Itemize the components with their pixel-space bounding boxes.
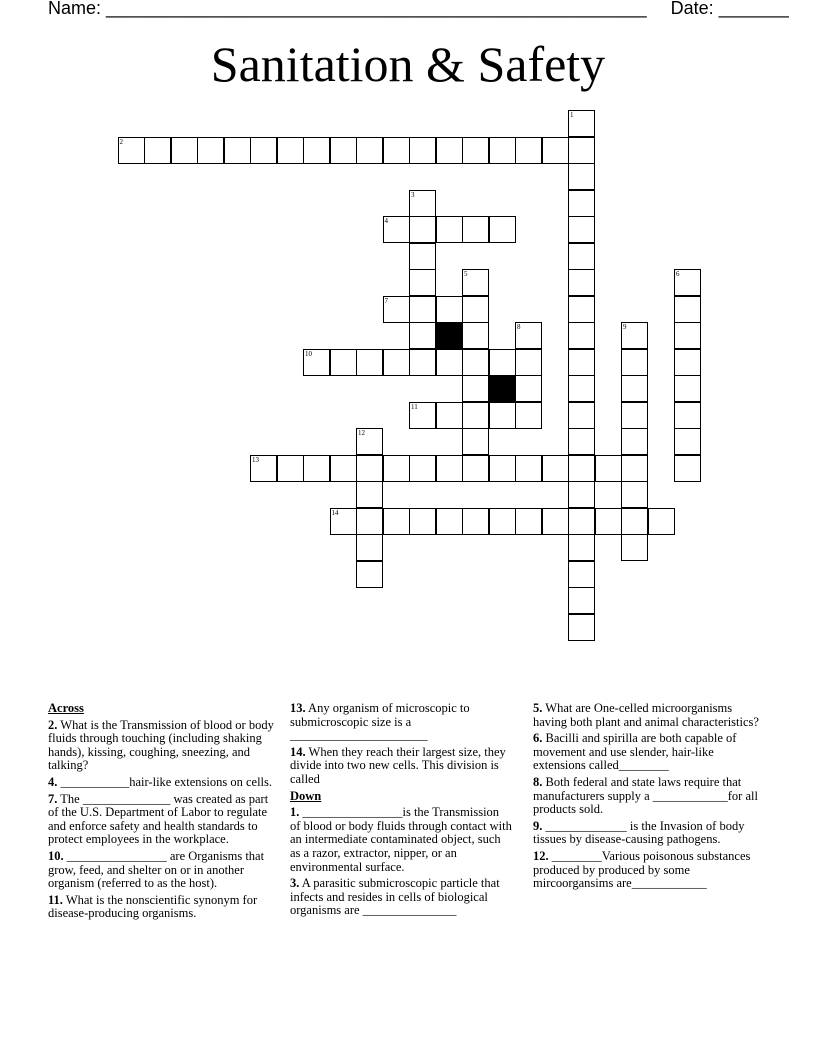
clue-across-10: 10. ________________ are Organisms that grow, feed, and shelter on or in another organism (referred to as the host). (48, 848, 265, 891)
cell-number: 5 (464, 270, 468, 278)
crossword-cell[interactable] (515, 455, 542, 482)
page-title: Sanitation & Safety (210, 36, 606, 92)
crossword-cell[interactable] (568, 428, 595, 455)
crossword-cell[interactable] (462, 402, 489, 429)
crossword-cell[interactable] (356, 428, 383, 455)
crossword-cell[interactable] (383, 216, 410, 243)
crossword-cell[interactable] (356, 349, 383, 376)
crossword-cell[interactable] (515, 349, 542, 376)
crossword-cell[interactable] (568, 296, 595, 323)
crossword-cell[interactable] (568, 561, 595, 588)
crossword-cell[interactable] (568, 137, 595, 164)
crossword-cell[interactable] (648, 508, 675, 535)
clues-column-3 (533, 702, 765, 894)
crossword-cell[interactable] (568, 322, 595, 349)
cell-number: 3 (411, 190, 415, 199)
crossword-cell[interactable] (436, 349, 463, 376)
clue-down-9: 9. _____________ is the Invasion of body tissues by disease-causing pathogens. (533, 818, 745, 847)
crossword-cell[interactable] (674, 428, 701, 455)
crossword-cell[interactable] (595, 508, 622, 535)
crossword-cell[interactable] (568, 349, 595, 376)
crossword-cell[interactable] (568, 375, 595, 402)
crossword-cell[interactable] (489, 402, 516, 429)
cell-number: 1 (570, 111, 574, 119)
crossword-cell[interactable] (568, 455, 595, 482)
crossword-cell[interactable] (462, 269, 489, 296)
crossword-cell[interactable] (568, 508, 595, 535)
crossword-cell[interactable] (568, 587, 595, 614)
crossword-cell[interactable] (621, 322, 648, 349)
crossword-cell[interactable] (277, 137, 304, 164)
crossword-cell[interactable] (409, 349, 436, 376)
crossword-cell[interactable] (674, 322, 701, 349)
crossword-cell[interactable] (409, 243, 436, 270)
crossword-cell[interactable] (383, 349, 410, 376)
crossword-cell[interactable] (568, 614, 595, 641)
crossword-cell[interactable] (568, 110, 595, 137)
cell-number: 13 (252, 455, 259, 464)
crossword-cell[interactable] (330, 455, 357, 482)
crossword-cell[interactable] (356, 481, 383, 508)
clues-column-1 (48, 702, 280, 924)
crossword-cell[interactable] (356, 561, 383, 588)
cell-number: 14 (331, 508, 339, 517)
clue-across-7: 7. The ______________ was created as part of the U.S. Department of Labor to regulate and enforce safety and health standards to protect employees in the workplace. (48, 791, 269, 847)
crossword-cell[interactable] (330, 508, 357, 535)
clue-down-6: 6. Bacilli and spirilla are both capable of movement and use slender, hair-like extensions called________ (533, 731, 737, 773)
crossword-cell[interactable] (515, 402, 542, 429)
date-blank[interactable]: _______ (718, 0, 789, 18)
clue-down-5: 5. What are One-celled microorganisms having both plant and animal characteristics? (533, 701, 759, 729)
crossword-cell[interactable] (144, 137, 171, 164)
crossword-cell[interactable] (489, 137, 516, 164)
clue-across-2: 2. What is the Transmission of blood or body fluids through touching (including shaking hands), kissing, coughing, sneezing, and talking? (48, 717, 274, 773)
crossword-cell[interactable] (303, 137, 330, 164)
cell-number: 9 (623, 323, 627, 331)
crossword-cell[interactable] (515, 375, 542, 402)
crossword-cell[interactable] (462, 216, 489, 243)
clue-across-4: 4. ___________hair-like extensions on cells. (48, 774, 273, 789)
crossword-cell[interactable] (383, 137, 410, 164)
crossword-cell[interactable] (356, 508, 383, 535)
crossword-cell[interactable] (383, 455, 410, 482)
crossword-cell[interactable] (489, 349, 516, 376)
crossword-cell[interactable] (542, 455, 569, 482)
crossword-cell[interactable] (674, 349, 701, 376)
crossword-cell[interactable] (330, 137, 357, 164)
crossword-cell[interactable] (383, 508, 410, 535)
clue-down-3: 3. A parasitic submicroscopic particle that infects and resides in cells of biological organisms are _______________ (290, 876, 500, 918)
crossword-cell[interactable] (568, 269, 595, 296)
clue-across-13: 13. Any organism of microscopic to submicroscopic size is a ______________________ (290, 701, 470, 743)
name-blank[interactable]: ______________________________________________________ (106, 0, 647, 18)
clue-across-11: 11. What is the nonscientific synonym for disease-producing organisms. (48, 892, 258, 921)
crossword-cell[interactable] (621, 402, 648, 429)
crossword-cell[interactable] (356, 455, 383, 482)
crossword-cell[interactable] (277, 455, 304, 482)
crossword-cell[interactable] (409, 402, 436, 429)
crossword-cell[interactable] (568, 163, 595, 190)
crossword-cell[interactable] (489, 508, 516, 535)
crossword-cell[interactable] (568, 243, 595, 270)
crossword-cell[interactable] (436, 508, 463, 535)
crossword-cell[interactable] (674, 455, 701, 482)
crossword-cell[interactable] (224, 137, 251, 164)
crossword-cell[interactable] (674, 269, 701, 296)
crossword-cell[interactable] (436, 455, 463, 482)
clues-column-2 (290, 702, 512, 921)
cell-number: 4 (384, 217, 388, 225)
crossword-cell[interactable] (621, 508, 648, 535)
crossword-cell[interactable] (303, 455, 330, 482)
clue-down-8: 8. Both federal and state laws require that manufacturers supply a ____________for all products sold. (533, 774, 758, 817)
crossword-cell[interactable] (409, 190, 436, 217)
crossword-cell[interactable] (409, 269, 436, 296)
cell-number: 8 (517, 323, 521, 331)
crossword-cell[interactable] (568, 402, 595, 429)
crossword-cell[interactable] (436, 216, 463, 243)
cell-number: 7 (384, 296, 388, 305)
crossword-cell[interactable] (436, 402, 463, 429)
crossword-cell[interactable] (462, 137, 489, 164)
crossword-cell[interactable] (674, 296, 701, 323)
crossword-cell[interactable] (356, 534, 383, 561)
crossword-cell[interactable] (409, 508, 436, 535)
crossword-cell[interactable] (462, 375, 489, 402)
crossword-cell[interactable] (621, 375, 648, 402)
crossword-cell[interactable] (595, 455, 622, 482)
crossword-cell[interactable] (568, 190, 595, 217)
crossword-cell[interactable] (462, 296, 489, 323)
crossword-cell[interactable] (250, 137, 277, 164)
crossword-cell[interactable] (356, 137, 383, 164)
name-label: Name: (48, 0, 102, 18)
crossword-cell[interactable] (409, 216, 436, 243)
crossword-cell[interactable] (462, 322, 489, 349)
crossword-cell[interactable] (436, 137, 463, 164)
crossword-cell[interactable] (409, 296, 436, 323)
crossword-cell[interactable] (383, 296, 410, 323)
crossword-cell[interactable] (542, 137, 569, 164)
crossword-cell[interactable] (436, 296, 463, 323)
crossword-cell[interactable] (568, 216, 595, 243)
crossword-cell[interactable] (515, 137, 542, 164)
crossword-cell[interactable] (409, 137, 436, 164)
crossword-cell[interactable] (462, 455, 489, 482)
crossword-cell[interactable] (462, 428, 489, 455)
cell-number: 12 (358, 429, 365, 437)
cell-number: 6 (676, 270, 680, 278)
crossword-cell[interactable] (542, 508, 569, 535)
cell-number: 10 (305, 349, 312, 358)
crossword-cell[interactable] (515, 322, 542, 349)
crossword-cell[interactable] (621, 534, 648, 561)
crossword-cell[interactable] (621, 428, 648, 455)
crossword-cell[interactable] (515, 508, 542, 535)
crossword-cell[interactable] (330, 349, 357, 376)
across-heading: Across (48, 701, 84, 715)
crossword-cell[interactable] (409, 322, 436, 349)
crossword-cell[interactable] (118, 137, 145, 164)
crossword-cell[interactable] (303, 349, 330, 376)
down-heading: Down (290, 788, 322, 803)
crossword-cell[interactable] (197, 137, 224, 164)
crossword-cell[interactable] (674, 375, 701, 402)
crossword-cell[interactable] (568, 481, 595, 508)
cell-number: 11 (411, 402, 418, 411)
crossword-cell[interactable] (621, 349, 648, 376)
clue-across-14: 14. When they reach their largest size, they divide into two new cells. This division is called (290, 744, 506, 786)
crossword-cell[interactable] (462, 349, 489, 376)
crossword-cell[interactable] (674, 402, 701, 429)
cell-number: 2 (119, 137, 123, 146)
crossword-cell[interactable] (409, 455, 436, 482)
crossword-block (489, 375, 516, 402)
crossword-cell[interactable] (621, 481, 648, 508)
crossword-cell[interactable] (621, 455, 648, 482)
clue-down-12: 12. ________Various poisonous substances produced by produced by some mircoorgansims are____________ (533, 848, 751, 891)
crossword-cell[interactable] (462, 508, 489, 535)
crossword-cell[interactable] (250, 455, 277, 482)
crossword-cell[interactable] (171, 137, 198, 164)
crossword-cell[interactable] (568, 534, 595, 561)
date-label: Date: (670, 0, 714, 18)
crossword-cell[interactable] (489, 455, 516, 482)
crossword-block (436, 322, 463, 349)
clue-down-1: 1. ________________is the Transmission of blood or body fluids through contact with an intermediate contaminated object, such as a razor, extractor, nipper, or an environmental surface. (290, 805, 512, 874)
crossword-cell[interactable] (489, 216, 516, 243)
